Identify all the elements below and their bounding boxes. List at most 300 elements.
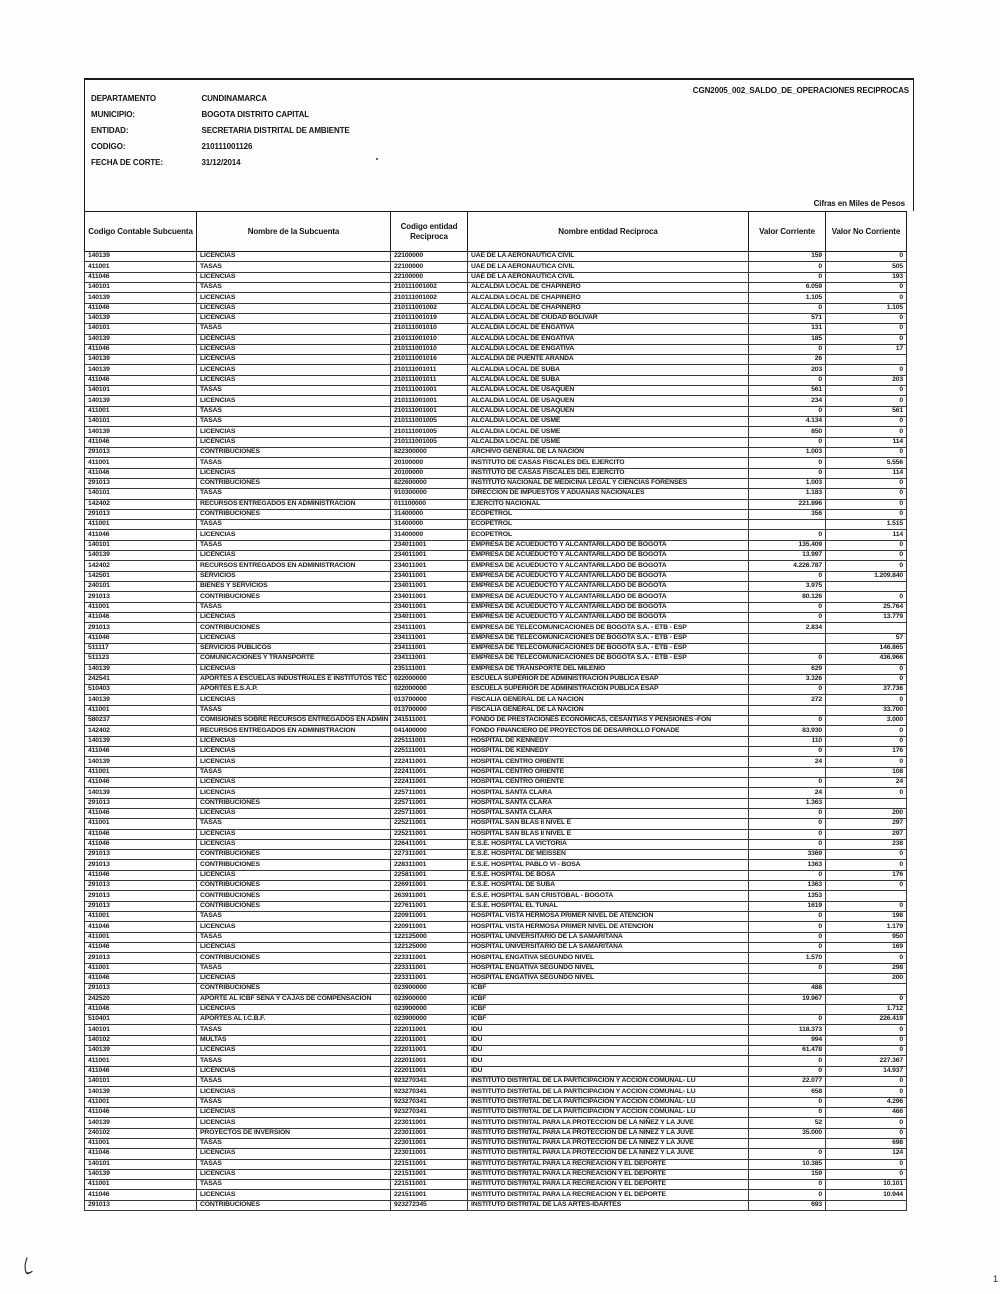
cell-valor-no-corriente (826, 623, 907, 633)
cell-entity-name: HOSPITAL UNIVERSITARIO DE LA SAMARITANA (468, 942, 749, 952)
cell-valor-no-corriente: 13.779 (826, 612, 907, 622)
cell-valor-no-corriente: 0 (826, 788, 907, 798)
cell-entity-name: INSTITUTO DISTRITAL PARA LA PROTECCION DE LA NIÑEZ Y LA JUVE (468, 1128, 749, 1138)
cell-entity-code: 31400000 (391, 509, 468, 519)
cell-subcuenta-name: TASAS (197, 705, 391, 715)
cell-subcuenta-name: LICENCIAS (197, 437, 391, 447)
field-value: CUNDINAMARCA (201, 94, 267, 103)
cell-subcuenta-name: RECURSOS ENTREGADOS EN ADMINISTRACION (197, 561, 391, 571)
cell-entity-code: 234011001 (391, 561, 468, 571)
table-row (85, 850, 907, 860)
table-row (85, 509, 907, 519)
cell-subcuenta-code: 291013 (85, 881, 197, 891)
cell-entity-code: 225711001 (391, 798, 468, 808)
table-row (85, 1046, 907, 1056)
cell-entity-name: HOSPITAL DE KENNEDY (468, 747, 749, 757)
cell-entity-name: HOSPITAL SANTA CLARA (468, 808, 749, 818)
cell-entity-code: 220911001 (391, 922, 468, 932)
cell-entity-name: ALCALDIA LOCAL DE CIUDAD BOLIVAR (468, 313, 749, 323)
cell-entity-code: 220911001 (391, 912, 468, 922)
cell-entity-name: E.S.E. HOSPITAL LA VICTORIA (468, 839, 749, 849)
cell-subcuenta-name: LICENCIAS (197, 1004, 391, 1014)
units-note: Cifras en Miles de Pesos (813, 199, 905, 208)
cell-valor-no-corriente: 0 (826, 953, 907, 963)
cell-valor-no-corriente: 0 (826, 1128, 907, 1138)
field-value: SECRETARIA DISTRITAL DE AMBIENTE (201, 126, 350, 135)
cell-entity-code: 222411001 (391, 757, 468, 767)
cell-valor-no-corriente: 0 (826, 447, 907, 457)
cell-entity-code: 011100000 (391, 499, 468, 509)
cell-entity-name: E.S.E. HOSPITAL SAN CRISTOBAL - BOGOTA (468, 891, 749, 901)
cell-entity-name: E.S.E. HOSPITAL DE MEISSEN (468, 850, 749, 860)
cell-entity-name: ALCALDIA LOCAL DE CHAPINERO (468, 293, 749, 303)
scan-artifact-dot (376, 158, 378, 160)
table-row (85, 612, 907, 622)
table-row (85, 355, 907, 365)
table-row (85, 1077, 907, 1087)
cell-subcuenta-code: 411046 (85, 829, 197, 839)
field-entidad (91, 120, 350, 135)
cell-subcuenta-name: LICENCIAS (197, 313, 391, 323)
cell-entity-name: HOSPITAL UNIVERSITARIO DE LA SAMARITANA (468, 932, 749, 942)
cell-entity-code: 222011001 (391, 1056, 468, 1066)
cell-valor-no-corriente: 0 (826, 674, 907, 684)
cell-entity-code: 234011001 (391, 592, 468, 602)
column-header-entity-code: Codigo entidad Reciproca (391, 212, 468, 252)
cell-valor-corriente: 1.105 (749, 293, 826, 303)
cell-entity-name: ALCALDIA LOCAL DE SUBA (468, 375, 749, 385)
cell-subcuenta-code: 142402 (85, 726, 197, 736)
cell-subcuenta-name: TASAS (197, 963, 391, 973)
table-header-row (85, 212, 907, 252)
cell-valor-no-corriente (826, 355, 907, 365)
cell-valor-corriente: 1363 (749, 881, 826, 891)
cell-subcuenta-name: APORTES A ESCUELAS INDUSTRIALES E INSTITUTOS TÉC (197, 674, 391, 684)
cell-entity-name: INSTITUTO DISTRITAL PARA LA RECREACION Y EL DEPORTE (468, 1169, 749, 1179)
table-row (85, 757, 907, 767)
cell-subcuenta-name: BIENES Y SERVICIOS (197, 582, 391, 592)
column-header-valor-corriente: Valor Corriente (749, 212, 826, 252)
table-row (85, 1200, 907, 1210)
cell-subcuenta-code: 411001 (85, 1097, 197, 1107)
cell-entity-code: 225711001 (391, 808, 468, 818)
cell-valor-no-corriente (826, 798, 907, 808)
table-row (85, 829, 907, 839)
cell-valor-no-corriente: 0 (826, 726, 907, 736)
cell-subcuenta-name: TASAS (197, 406, 391, 416)
cell-entity-code: 20100000 (391, 468, 468, 478)
cell-valor-corriente: 994 (749, 1035, 826, 1045)
cell-entity-code: 210111001002 (391, 303, 468, 313)
cell-entity-code: 22100000 (391, 252, 468, 262)
table-row (85, 819, 907, 829)
cell-valor-corriente: 61.478 (749, 1046, 826, 1056)
cell-entity-name: EMPRESA DE ACUEDUCTO Y ALCANTARILLADO DE BOGOTA (468, 571, 749, 581)
cell-entity-code: 227611001 (391, 901, 468, 911)
cell-subcuenta-code: 411001 (85, 819, 197, 829)
cell-entity-name: INSTITUTO DISTRITAL PARA LA PROTECCION DE LA NIÑEZ Y LA JUVE (468, 1138, 749, 1148)
cell-subcuenta-code: 411001 (85, 1138, 197, 1148)
cell-subcuenta-name: PROYECTOS DE INVERSION (197, 1128, 391, 1138)
cell-entity-code: 225211001 (391, 819, 468, 829)
cell-valor-corriente: 13.997 (749, 551, 826, 561)
cell-subcuenta-name: CONTRIBUCIONES (197, 891, 391, 901)
cell-entity-code: 923270341 (391, 1107, 468, 1117)
cell-valor-corriente: 1363 (749, 860, 826, 870)
cell-valor-corriente: 1619 (749, 901, 826, 911)
cell-valor-corriente (749, 520, 826, 530)
cell-subcuenta-code: 411046 (85, 612, 197, 622)
cell-subcuenta-name: TASAS (197, 1180, 391, 1190)
cell-subcuenta-name: TASAS (197, 386, 391, 396)
table-row (85, 736, 907, 746)
cell-subcuenta-code: 140139 (85, 313, 197, 323)
cell-valor-corriente: 0 (749, 922, 826, 932)
cell-entity-name: UAE DE LA AERONAUTICA CIVIL (468, 262, 749, 272)
cell-entity-code: 234111001 (391, 633, 468, 643)
cell-valor-corriente: 0 (749, 777, 826, 787)
table-row (85, 726, 907, 736)
cell-entity-code: 223311001 (391, 953, 468, 963)
cell-entity-code: 228311001 (391, 860, 468, 870)
cell-valor-no-corriente: 0 (826, 1087, 907, 1097)
cell-valor-corriente (749, 973, 826, 983)
cell-valor-corriente: 0 (749, 963, 826, 973)
cell-valor-no-corriente: 0 (826, 695, 907, 705)
cell-entity-code: 263911001 (391, 891, 468, 901)
cell-valor-corriente: 0 (749, 1190, 826, 1200)
cell-valor-no-corriente: 298 (826, 963, 907, 973)
cell-valor-no-corriente: 0 (826, 313, 907, 323)
cell-valor-corriente: 1.003 (749, 447, 826, 457)
cell-subcuenta-code: 411046 (85, 1149, 197, 1159)
cell-valor-corriente: 6.059 (749, 282, 826, 292)
cell-valor-no-corriente: 0 (826, 282, 907, 292)
table-row (85, 984, 907, 994)
cell-subcuenta-code: 510403 (85, 685, 197, 695)
cell-subcuenta-code: 140139 (85, 757, 197, 767)
cell-subcuenta-code: 140101 (85, 1025, 197, 1035)
cell-subcuenta-code: 511117 (85, 643, 197, 653)
table-row (85, 468, 907, 478)
cell-valor-no-corriente: 0 (826, 396, 907, 406)
cell-entity-code: 234011001 (391, 540, 468, 550)
table-row (85, 716, 907, 726)
cell-valor-corriente: 0 (749, 654, 826, 664)
cell-valor-corriente: 221.896 (749, 499, 826, 509)
cell-valor-no-corriente: 10.101 (826, 1180, 907, 1190)
cell-valor-no-corriente (826, 1200, 907, 1210)
cell-subcuenta-code: 140101 (85, 386, 197, 396)
cell-valor-corriente: 52 (749, 1118, 826, 1128)
cell-subcuenta-code: 140139 (85, 736, 197, 746)
cell-entity-name: ALCALDIA LOCAL DE ENGATIVA (468, 334, 749, 344)
cell-subcuenta-code: 140139 (85, 355, 197, 365)
cell-subcuenta-name: CONTRIBUCIONES (197, 984, 391, 994)
cell-subcuenta-code: 140101 (85, 1159, 197, 1169)
cell-valor-corriente: 19.967 (749, 994, 826, 1004)
cell-valor-no-corriente: 176 (826, 870, 907, 880)
cell-entity-code: 210111001005 (391, 417, 468, 427)
report-title: CGN2005_002_SALDO_DE_OPERACIONES RECIPROCAS (692, 86, 909, 95)
cell-subcuenta-code: 140139 (85, 1169, 197, 1179)
cell-subcuenta-code: 140139 (85, 551, 197, 561)
cell-valor-corriente: 0 (749, 406, 826, 416)
cell-valor-corriente: 571 (749, 313, 826, 323)
cell-valor-corriente: 3.975 (749, 582, 826, 592)
cell-valor-corriente (749, 633, 826, 643)
cell-valor-no-corriente: 238 (826, 839, 907, 849)
table-row (85, 685, 907, 695)
table-row (85, 705, 907, 715)
cell-valor-corriente: 0 (749, 344, 826, 354)
cell-entity-name: EMPRESA DE ACUEDUCTO Y ALCANTARILLADO DE BOGOTA (468, 551, 749, 561)
cell-subcuenta-name: TASAS (197, 417, 391, 427)
table-row (85, 602, 907, 612)
cell-subcuenta-code: 511123 (85, 654, 197, 664)
field-fecha-de-corte (91, 152, 241, 167)
cell-entity-code: 227311001 (391, 850, 468, 860)
cell-subcuenta-name: TASAS (197, 1138, 391, 1148)
cell-valor-corriente: 0 (749, 747, 826, 757)
cell-valor-no-corriente: 17 (826, 344, 907, 354)
cell-subcuenta-code: 291013 (85, 447, 197, 457)
cell-valor-corriente: 0 (749, 685, 826, 695)
cell-valor-corriente: 3.326 (749, 674, 826, 684)
table-row (85, 272, 907, 282)
table-row (85, 293, 907, 303)
cell-subcuenta-name: LICENCIAS (197, 942, 391, 952)
cell-valor-no-corriente: 466 (826, 1107, 907, 1117)
table-row (85, 798, 907, 808)
cell-subcuenta-code: 411046 (85, 870, 197, 880)
cell-entity-code: 210111001005 (391, 427, 468, 437)
cell-entity-name: ESCUELA SUPERIOR DE ADMINISTRACION PUBLICA ESAP (468, 674, 749, 684)
cell-entity-name: UAE DE LA AERONAUTICA CIVIL (468, 252, 749, 262)
cell-valor-corriente: 0 (749, 571, 826, 581)
cell-subcuenta-code: 291013 (85, 509, 197, 519)
cell-entity-name: INSTITUTO DISTRITAL PARA LA PROTECCION DE LA NIÑEZ Y LA JUVE (468, 1118, 749, 1128)
cell-valor-corriente: 0 (749, 912, 826, 922)
cell-valor-corriente: 0 (749, 1107, 826, 1117)
cell-subcuenta-code: 411046 (85, 375, 197, 385)
cell-valor-no-corriente: 0 (826, 1118, 907, 1128)
cell-entity-code: 210111001001 (391, 406, 468, 416)
field-municipio (91, 104, 310, 119)
cell-entity-name: ECOPETROL (468, 509, 749, 519)
cell-subcuenta-name: LICENCIAS (197, 1046, 391, 1056)
cell-subcuenta-name: LICENCIAS (197, 355, 391, 365)
field-label: ENTIDAD: (91, 126, 129, 135)
cell-subcuenta-code: 411001 (85, 705, 197, 715)
cell-subcuenta-name: LICENCIAS (197, 303, 391, 313)
table-row (85, 912, 907, 922)
cell-entity-name: HOSPITAL ENGATIVA SEGUNDO NIVEL (468, 953, 749, 963)
cell-entity-name: E.S.E. HOSPITAL PABLO VI - BOSA (468, 860, 749, 870)
table-row (85, 1138, 907, 1148)
cell-valor-no-corriente: 0 (826, 427, 907, 437)
cell-entity-name: HOSPITAL CENTRO ORIENTE (468, 777, 749, 787)
field-codigo (91, 136, 253, 151)
cell-entity-code: 234111001 (391, 654, 468, 664)
cell-entity-name: ICBF (468, 1015, 749, 1025)
table-row (85, 1087, 907, 1097)
cell-valor-corriente: 131 (749, 324, 826, 334)
cell-entity-code: 222411001 (391, 777, 468, 787)
cell-valor-no-corriente: 200 (826, 808, 907, 818)
cell-entity-code: 22100000 (391, 262, 468, 272)
field-label: FECHA DE CORTE: (91, 158, 163, 167)
cell-valor-no-corriente: 200 (826, 973, 907, 983)
cell-valor-no-corriente: 0 (826, 386, 907, 396)
cell-subcuenta-name: CONTRIBUCIONES (197, 592, 391, 602)
cell-subcuenta-code: 580237 (85, 716, 197, 726)
table-row (85, 1149, 907, 1159)
cell-entity-code: 222011001 (391, 1066, 468, 1076)
cell-valor-corriente: 0 (749, 1015, 826, 1025)
cell-valor-no-corriente: 1.515 (826, 520, 907, 530)
cell-subcuenta-name: LICENCIAS (197, 757, 391, 767)
cell-entity-code: 923272345 (391, 1200, 468, 1210)
cell-valor-corriente: 0 (749, 829, 826, 839)
cell-subcuenta-name: TASAS (197, 520, 391, 530)
cell-subcuenta-name: TASAS (197, 262, 391, 272)
table-row (85, 1015, 907, 1025)
cell-valor-no-corriente: 0 (826, 499, 907, 509)
cell-valor-corriente: 0 (749, 530, 826, 540)
table-row (85, 1004, 907, 1014)
cell-entity-name: ECOPETROL (468, 520, 749, 530)
cell-entity-code: 22100000 (391, 272, 468, 282)
table-row (85, 643, 907, 653)
cell-entity-name: ICBF (468, 984, 749, 994)
cell-entity-code: 910300000 (391, 489, 468, 499)
cell-valor-no-corriente: 0 (826, 1159, 907, 1169)
cell-valor-corriente: 0 (749, 819, 826, 829)
cell-subcuenta-name: TASAS (197, 1159, 391, 1169)
table-row (85, 334, 907, 344)
cell-valor-no-corriente: 169 (826, 942, 907, 952)
table-row (85, 499, 907, 509)
cell-subcuenta-name: LICENCIAS (197, 922, 391, 932)
cell-valor-no-corriente: 4.296 (826, 1097, 907, 1107)
cell-subcuenta-code: 411001 (85, 767, 197, 777)
cell-valor-corriente: 83.930 (749, 726, 826, 736)
table-row (85, 1118, 907, 1128)
cell-valor-corriente: 0 (749, 375, 826, 385)
cell-subcuenta-code: 411046 (85, 1107, 197, 1117)
field-departamento (91, 88, 267, 103)
cell-entity-code: 210111001010 (391, 344, 468, 354)
cell-subcuenta-code: 411046 (85, 808, 197, 818)
cell-entity-name: EMPRESA DE ACUEDUCTO Y ALCANTARILLADO DE BOGOTA (468, 540, 749, 550)
cell-entity-code: 222011001 (391, 1025, 468, 1035)
cell-subcuenta-code: 140101 (85, 324, 197, 334)
cell-valor-corriente: 0 (749, 602, 826, 612)
cell-valor-corriente: 0 (749, 612, 826, 622)
cell-entity-name: HOSPITAL VISTA HERMOSA PRIMER NIVEL DE ATENCION (468, 922, 749, 932)
cell-valor-corriente: 0 (749, 808, 826, 818)
table-row (85, 437, 907, 447)
cell-subcuenta-name: CONTRIBUCIONES (197, 1200, 391, 1210)
cell-subcuenta-code: 411046 (85, 1066, 197, 1076)
table-row (85, 870, 907, 880)
cell-entity-name: EJERCITO NACIONAL (468, 499, 749, 509)
cell-valor-no-corriente: 124 (826, 1149, 907, 1159)
cell-subcuenta-code: 411046 (85, 303, 197, 313)
cell-entity-name: EMPRESA DE TELECOMUNICACIONES DE BOGOTA S.A. - ETB - ESP (468, 654, 749, 664)
cell-valor-no-corriente: 1.179 (826, 922, 907, 932)
cell-subcuenta-code: 140102 (85, 1035, 197, 1045)
cell-entity-code: 122125000 (391, 942, 468, 952)
cell-subcuenta-code: 242520 (85, 994, 197, 1004)
cell-subcuenta-name: LICENCIAS (197, 633, 391, 643)
cell-subcuenta-code: 142501 (85, 571, 197, 581)
cell-entity-name: INSTITUTO DISTRITAL DE LA PARTICIPACION Y ACCION COMUNAL- LU (468, 1077, 749, 1087)
table-row (85, 695, 907, 705)
cell-valor-no-corriente: 0 (826, 561, 907, 571)
table-row (85, 860, 907, 870)
table-row (85, 447, 907, 457)
cell-subcuenta-name: CONTRIBUCIONES (197, 798, 391, 808)
cell-subcuenta-code: 411001 (85, 932, 197, 942)
cell-subcuenta-name: CONTRIBUCIONES (197, 478, 391, 488)
cell-subcuenta-code: 140139 (85, 365, 197, 375)
field-value: 210111001126 (201, 142, 253, 151)
cell-entity-code: 122125000 (391, 932, 468, 942)
cell-subcuenta-code: 411001 (85, 262, 197, 272)
cell-valor-no-corriente: 505 (826, 262, 907, 272)
cell-valor-no-corriente: 203 (826, 375, 907, 385)
cell-subcuenta-name: LICENCIAS (197, 870, 391, 880)
cell-entity-code: 210111001019 (391, 313, 468, 323)
cell-valor-corriente: 118.373 (749, 1025, 826, 1035)
cell-entity-name: INSTITUTO DE CASAS FISCALES DEL EJERCITO (468, 458, 749, 468)
table-row (85, 623, 907, 633)
table-row (85, 1025, 907, 1035)
cell-valor-no-corriente: 37.736 (826, 685, 907, 695)
cell-valor-corriente: 159 (749, 252, 826, 262)
cell-entity-code: 923270341 (391, 1097, 468, 1107)
table-row (85, 1107, 907, 1117)
cell-subcuenta-code: 291013 (85, 1200, 197, 1210)
cell-entity-code: 221511001 (391, 1159, 468, 1169)
table-row (85, 963, 907, 973)
cell-entity-code: 223011001 (391, 1128, 468, 1138)
cell-entity-name: IDU (468, 1056, 749, 1066)
cell-valor-corriente: 2.834 (749, 623, 826, 633)
cell-valor-corriente: 561 (749, 386, 826, 396)
cell-valor-corriente: 35.000 (749, 1128, 826, 1138)
cell-valor-corriente: 1.003 (749, 478, 826, 488)
cell-subcuenta-code: 291013 (85, 891, 197, 901)
cell-subcuenta-code: 242541 (85, 674, 197, 684)
cell-subcuenta-code: 411001 (85, 602, 197, 612)
cell-subcuenta-name: LICENCIAS (197, 1190, 391, 1200)
cell-subcuenta-code: 411001 (85, 520, 197, 530)
cell-entity-name: EMPRESA DE ACUEDUCTO Y ALCANTARILLADO DE BOGOTA (468, 582, 749, 592)
cell-valor-no-corriente: 0 (826, 540, 907, 550)
column-header-subcuenta-code: Codigo Contable Subcuenta (85, 212, 197, 252)
cell-entity-code: 223011001 (391, 1118, 468, 1128)
cell-valor-no-corriente: 227.367 (826, 1056, 907, 1066)
cell-subcuenta-name: COMUNICACIONES Y TRANSPORTE (197, 654, 391, 664)
table-row (85, 417, 907, 427)
cell-subcuenta-name: LICENCIAS (197, 344, 391, 354)
cell-subcuenta-name: CONTRIBUCIONES (197, 953, 391, 963)
cell-valor-no-corriente: 198 (826, 912, 907, 922)
cell-valor-no-corriente: 297 (826, 819, 907, 829)
